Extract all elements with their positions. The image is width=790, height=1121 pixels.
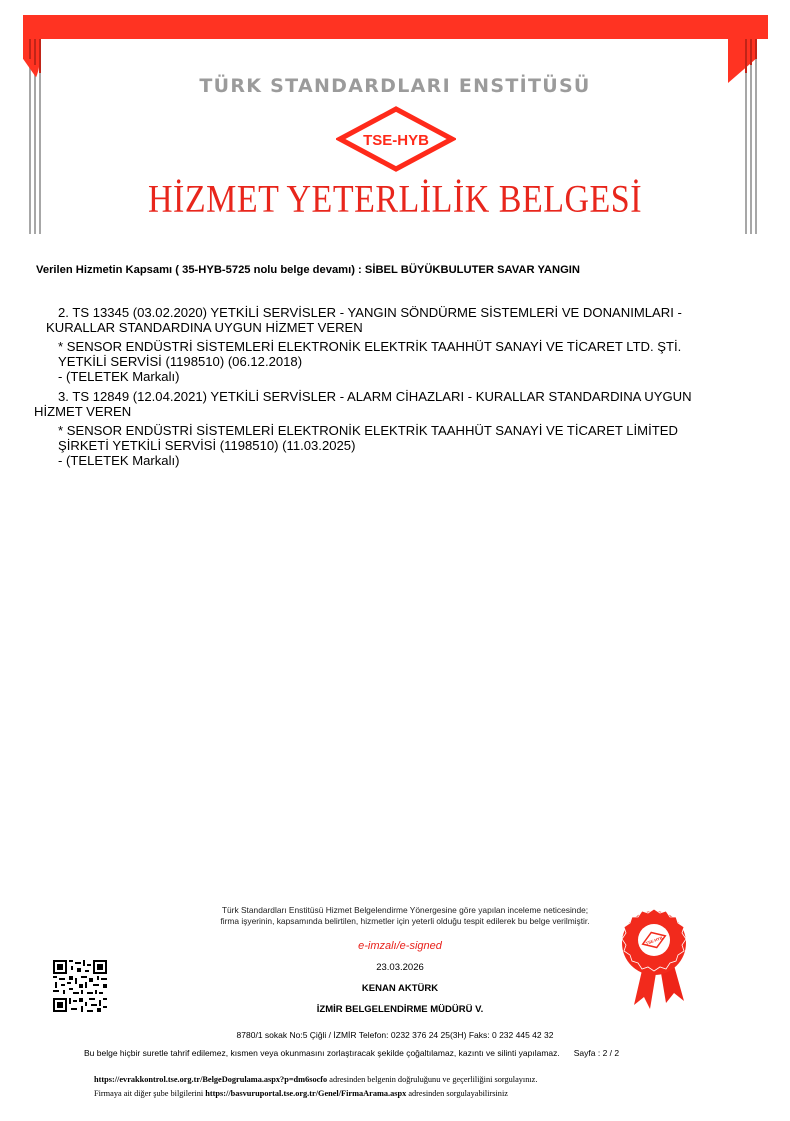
signer-name: KENAN AKTÜRK: [361, 983, 439, 994]
scope-item-detail: * SENSOR ENDÜSTRİ SİSTEMLERİ ELEKTRONİK ELEKTRİK TAAHHÜT SANAYİ VE TİCARET LİMİTED ŞİRKETİ YETKİLİ SERVİSİ (1198510) (11.03.2025) - (TELETEK Markalı): [58, 423, 678, 468]
page-number: Sayfa : 2 / 2: [573, 1048, 620, 1058]
verification-link[interactable]: https://evrakkontrol.tse.org.tr/BelgeDogrulama.aspx?p=dm6socfo: [94, 1075, 328, 1084]
tse-seal-rosette-icon: [620, 905, 688, 1013]
scope-title: Verilen Hizmetin Kapsamı ( 35-HYB-5725 nolu belge devamı) : SİBEL BÜYÜKBULUTER SAVAR YANGIN: [36, 264, 580, 276]
scope-item-heading: 2. TS 13345 (03.02.2020) YETKİLİ SERVİSLER - YANGIN SÖNDÜRME SİSTEMLERİ VE DONANIMLARI - KURALLAR STANDARDINA UYGUN HİZMET VEREN: [46, 305, 682, 335]
svg-text:TSE-HYB: TSE-HYB: [363, 132, 429, 149]
verification-note: https://evrakkontrol.tse.org.tr/BelgeDogrulama.aspx?p=dm6socfo adresinden belgenin doğruluğunu ve geçerliliğini sorgulayınız.: [94, 1075, 538, 1084]
certificate-header: [0, 0, 790, 240]
office-address: 8780/1 sokak No:5 Çiğli / İZMİR Telefon: 0232 376 24 25(3H) Faks: 0 232 445 42 32: [236, 1030, 554, 1040]
tamper-warning: Bu belge hiçbir suretle tahrif edilemez, kısmen veya okunmasını zorlaştıracak şekilde çoğaltılamaz, kazıntı ve silinti yapılamaz. Sayfa : 2 / 2: [84, 1048, 620, 1058]
qr-code-icon[interactable]: [53, 960, 107, 1012]
scope-item-heading: 3. TS 12849 (12.04.2021) YETKİLİ SERVİSLER - ALARM CİHAZLARI - KURALLAR STANDARDINA UYGUN HİZMET VEREN: [34, 389, 692, 419]
scope-items: [0, 305, 790, 468]
scope-item-detail: * SENSOR ENDÜSTRİ SİSTEMLERİ ELEKTRONİK ELEKTRİK TAAHHÜT SANAYİ VE TİCARET LTD. ŞTİ. YETKİLİ SERVİSİ (1198510) (06.12.2018) - (TELETEK Markalı): [58, 339, 682, 384]
organization-name: TÜRK STANDARDLARI ENSTİTÜSÜ: [199, 75, 591, 97]
e-signed-label: e-imzalı/e-signed: [358, 940, 442, 952]
header-red-bar: [23, 15, 768, 39]
signature-date: 23.03.2026: [376, 962, 424, 973]
scope-item: [0, 305, 790, 384]
branches-note: Firmaya ait diğer şube bilgilerini https://basvuruportal.tse.org.tr/Genel/FirmaArama.aspx adresinden sorgulayabilirsiniz: [94, 1089, 508, 1098]
scope-item: [0, 389, 790, 468]
svg-text:TSE-HYB: TSE-HYB: [645, 935, 664, 946]
certification-statement: Türk Standardları Enstitüsü Hizmet Belgelendirme Yönergesine göre yapılan inceleme neticesinde; firma işyerinin, kapsamında belirtilen, hizmetler için yeterli olduğu tespit edilerek bu belge verilmiştir.: [220, 905, 590, 926]
branches-link[interactable]: https://basvuruportal.tse.org.tr/Genel/FirmaArama.aspx: [205, 1089, 407, 1098]
tse-hyb-logo-icon: [336, 105, 456, 173]
signer-title: İZMİR BELGELENDİRME MÜDÜRÜ V.: [316, 1004, 484, 1015]
certificate-title: HİZMET YETERLİLİK BELGESİ: [147, 178, 643, 221]
